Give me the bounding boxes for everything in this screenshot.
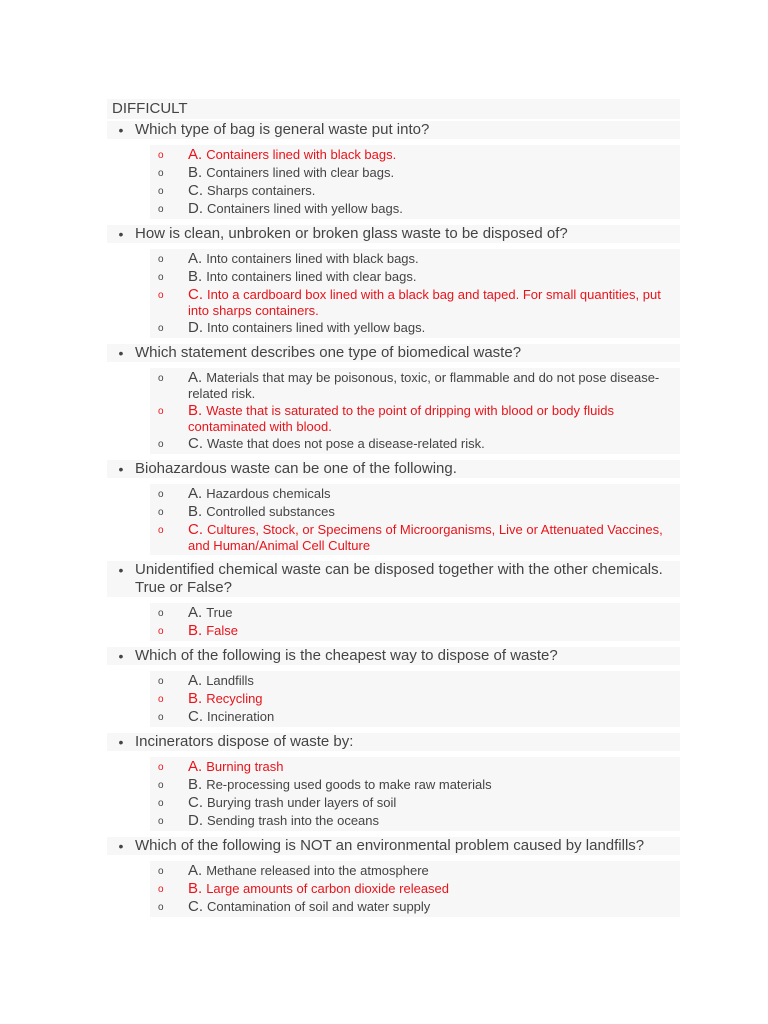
option-letter: A.	[188, 146, 203, 163]
hollow-circle-icon: o	[158, 866, 164, 877]
hollow-circle-icon: o	[158, 186, 164, 197]
answer-option	[150, 605, 680, 623]
option-list	[150, 249, 680, 338]
hollow-circle-icon: o	[158, 676, 164, 687]
question-item	[107, 561, 680, 597]
answer-option	[150, 370, 680, 403]
question-text: Which of the following is NOT an environmental problem caused by landfills?	[135, 837, 645, 854]
option-letter: B.	[188, 402, 203, 419]
answer-option	[150, 795, 680, 813]
answer-option-correct	[150, 522, 680, 555]
option-list	[150, 603, 680, 641]
option-text: Into containers lined with yellow bags.	[207, 320, 426, 335]
option-text: Materials that may be poisonous, toxic, or flammable and do not pose disease-related risk.	[188, 370, 660, 401]
option-text: Burying trash under layers of soil	[207, 795, 397, 810]
answer-option	[150, 777, 680, 795]
option-letter: C.	[188, 182, 203, 199]
option-letter: A.	[188, 672, 203, 689]
option-text: Methane released into the atmosphere	[206, 863, 429, 878]
option-letter: B.	[188, 164, 203, 181]
option-text: Incineration	[207, 709, 275, 724]
answer-option-correct	[150, 623, 680, 641]
option-letter: B.	[188, 622, 203, 639]
option-letter: D.	[188, 200, 203, 217]
option-text: Containers lined with clear bags.	[206, 165, 395, 180]
option-text: Cultures, Stock, or Specimens of Microorganisms, Live or Attenuated Vaccines, and Human/Animal Cell Culture	[188, 522, 663, 553]
option-text: Large amounts of carbon dioxide released	[206, 881, 450, 896]
question-text: How is clean, unbroken or broken glass waste to be disposed of?	[135, 225, 568, 242]
answer-option-correct	[150, 759, 680, 777]
bullet-dot-icon: •	[118, 562, 124, 578]
bullet-dot-icon: •	[118, 648, 124, 664]
question-item	[107, 837, 680, 855]
option-letter: C.	[188, 286, 203, 303]
hollow-circle-icon: o	[158, 323, 164, 334]
question-list	[107, 121, 680, 917]
option-letter: D.	[188, 812, 203, 829]
hollow-circle-icon: o	[158, 762, 164, 773]
option-text: Waste that is saturated to the point of dripping with blood or body fluids contaminated with blood.	[188, 403, 614, 434]
question-item	[107, 225, 680, 243]
hollow-circle-icon: o	[158, 884, 164, 895]
answer-option	[150, 899, 680, 917]
hollow-circle-icon: o	[158, 780, 164, 791]
answer-option-correct	[150, 881, 680, 899]
option-text: Into a cardboard box lined with a black bag and taped. For small quantities, put into sharps containers.	[188, 287, 661, 318]
answer-option	[150, 320, 680, 338]
hollow-circle-icon: o	[158, 254, 164, 265]
question-text: Which type of bag is general waste put into?	[135, 121, 430, 138]
question-text: Biohazardous waste can be one of the following.	[135, 460, 457, 477]
option-letter: C.	[188, 708, 203, 725]
answer-option	[150, 486, 680, 504]
bullet-dot-icon: •	[118, 734, 124, 750]
answer-option	[150, 201, 680, 219]
option-letter: B.	[188, 268, 203, 285]
quiz-document	[107, 99, 680, 923]
answer-option-correct	[150, 147, 680, 165]
option-text: Burning trash	[206, 759, 284, 774]
bullet-dot-icon: •	[118, 226, 124, 242]
answer-option	[150, 436, 680, 454]
option-text: Sharps containers.	[207, 183, 316, 198]
option-text: Hazardous chemicals	[206, 486, 331, 501]
question-text: Unidentified chemical waste can be disposed together with the other chemicals. True or False?	[135, 561, 663, 596]
option-list	[150, 145, 680, 219]
hollow-circle-icon: o	[158, 150, 164, 161]
hollow-circle-icon: o	[158, 902, 164, 913]
hollow-circle-icon: o	[158, 507, 164, 518]
option-letter: C.	[188, 898, 203, 915]
question-text: Incinerators dispose of waste by:	[135, 733, 354, 750]
answer-option	[150, 165, 680, 183]
option-letter: A.	[188, 758, 203, 775]
option-letter: C.	[188, 435, 203, 452]
hollow-circle-icon: o	[158, 525, 164, 536]
hollow-circle-icon: o	[158, 694, 164, 705]
hollow-circle-icon: o	[158, 439, 164, 450]
bullet-dot-icon: •	[118, 461, 124, 477]
hollow-circle-icon: o	[158, 712, 164, 723]
question-item	[107, 460, 680, 478]
answer-option	[150, 183, 680, 201]
option-list	[150, 484, 680, 555]
question-item	[107, 733, 680, 751]
answer-option-correct	[150, 287, 680, 320]
option-text: Landfills	[206, 673, 254, 688]
option-list	[150, 671, 680, 727]
question-item	[107, 647, 680, 665]
option-text: Re-processing used goods to make raw materials	[206, 777, 492, 792]
option-text: False	[206, 623, 238, 638]
question-item	[107, 344, 680, 362]
hollow-circle-icon: o	[158, 204, 164, 215]
bullet-dot-icon: •	[118, 838, 124, 854]
hollow-circle-icon: o	[158, 373, 164, 384]
hollow-circle-icon: o	[158, 489, 164, 500]
option-letter: B.	[188, 880, 203, 897]
answer-option	[150, 863, 680, 881]
section-heading: DIFFICULT	[107, 99, 680, 119]
option-list	[150, 861, 680, 917]
option-letter: B.	[188, 776, 203, 793]
option-text: Controlled substances	[206, 504, 335, 519]
question-text: Which statement describes one type of biomedical waste?	[135, 344, 522, 361]
option-text: Sending trash into the oceans	[207, 813, 380, 828]
question-item	[107, 121, 680, 139]
hollow-circle-icon: o	[158, 816, 164, 827]
hollow-circle-icon: o	[158, 272, 164, 283]
answer-option-correct	[150, 403, 680, 436]
option-text: True	[206, 605, 233, 620]
option-text: Into containers lined with black bags.	[206, 251, 419, 266]
option-letter: A.	[188, 250, 203, 267]
hollow-circle-icon: o	[158, 608, 164, 619]
hollow-circle-icon: o	[158, 406, 164, 417]
option-text: Recycling	[206, 691, 263, 706]
option-letter: A.	[188, 604, 203, 621]
hollow-circle-icon: o	[158, 168, 164, 179]
option-text: Containers lined with black bags.	[206, 147, 397, 162]
option-letter: B.	[188, 503, 203, 520]
bullet-dot-icon: •	[118, 345, 124, 361]
answer-option	[150, 504, 680, 522]
answer-option	[150, 251, 680, 269]
option-letter: C.	[188, 794, 203, 811]
option-text: Into containers lined with clear bags.	[206, 269, 417, 284]
option-letter: A.	[188, 862, 203, 879]
option-text: Containers lined with yellow bags.	[207, 201, 403, 216]
answer-option-correct	[150, 691, 680, 709]
option-text: Contamination of soil and water supply	[207, 899, 431, 914]
answer-option	[150, 709, 680, 727]
question-text: Which of the following is the cheapest way to dispose of waste?	[135, 647, 558, 664]
option-letter: A.	[188, 485, 203, 502]
answer-option	[150, 813, 680, 831]
answer-option	[150, 673, 680, 691]
bullet-dot-icon: •	[118, 122, 124, 138]
option-letter: C.	[188, 521, 203, 538]
answer-option	[150, 269, 680, 287]
hollow-circle-icon: o	[158, 798, 164, 809]
hollow-circle-icon: o	[158, 290, 164, 301]
hollow-circle-icon: o	[158, 626, 164, 637]
option-letter: D.	[188, 319, 203, 336]
option-text: Waste that does not pose a disease-related risk.	[207, 436, 485, 451]
option-list	[150, 757, 680, 831]
option-letter: A.	[188, 369, 203, 386]
option-letter: B.	[188, 690, 203, 707]
option-list	[150, 368, 680, 454]
